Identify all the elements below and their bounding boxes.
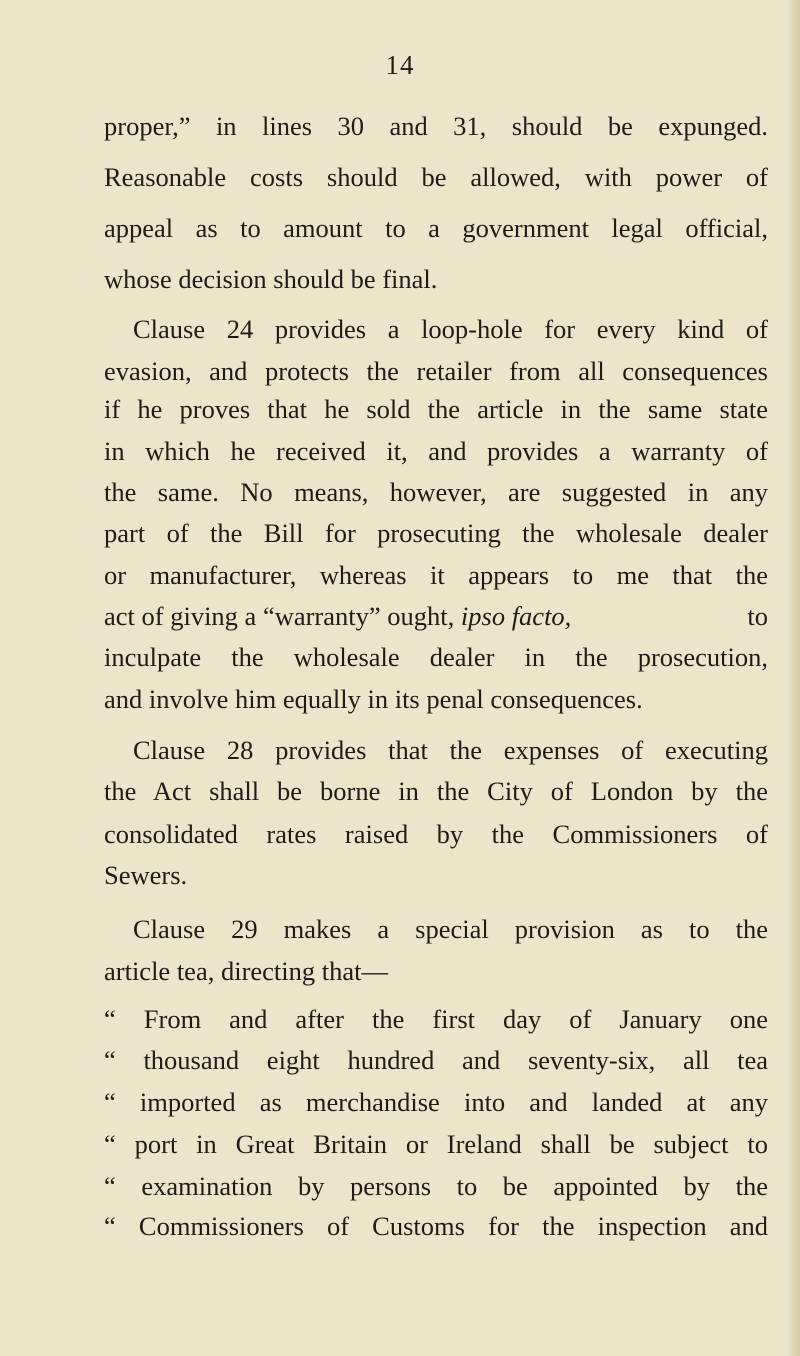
text-line: Clause 24 provides a loop-hole for every kind of — [133, 314, 768, 344]
quote-line: “ examination by persons to be appointed by the — [104, 1171, 768, 1201]
text-run: to — [747, 601, 768, 631]
page-edge-shadow — [786, 0, 800, 1356]
text-line: Clause 28 provides that the expenses of executing — [133, 735, 768, 765]
text-line: inculpate the wholesale dealer in the prosecution, — [104, 642, 768, 672]
quote-line: “ thousand eight hundred and seventy-six, all tea — [104, 1045, 768, 1075]
text-line: the same. No means, however, are suggested in any — [104, 477, 768, 507]
quote-line: “ port in Great Britain or Ireland shall be subject to — [104, 1129, 768, 1159]
text-line: Sewers. — [104, 860, 188, 890]
text-line: whose decision should be final. — [104, 264, 438, 294]
page-number: 14 — [385, 50, 415, 80]
text-line: in which he received it, and provides a warranty of — [104, 436, 768, 466]
text-line: the Act shall be borne in the City of London by the — [104, 776, 768, 806]
text-line: or manufacturer, whereas it appears to me that the — [104, 560, 768, 590]
text-line: consolidated rates raised by the Commissioners of — [104, 819, 768, 849]
text-line: appeal as to amount to a government legal official, — [104, 213, 768, 243]
text-line: if he proves that he sold the article in the same state — [104, 394, 768, 424]
text-line: Reasonable costs should be allowed, with power of — [104, 162, 768, 192]
italic-phrase: ipso facto, — [460, 601, 572, 631]
text-line: Clause 29 makes a special provision as to the — [133, 914, 768, 944]
text-line: and involve him equally in its penal consequences. — [104, 684, 643, 714]
quote-line: “ imported as merchandise into and landed at any — [104, 1087, 768, 1117]
quote-line: “ Commissioners of Customs for the inspection and — [104, 1211, 768, 1241]
quote-line: “ From and after the first day of January one — [104, 1004, 768, 1034]
text-line: part of the Bill for prosecuting the wholesale dealer — [104, 518, 768, 548]
text-line: article tea, directing that— — [104, 956, 389, 986]
text-line: evasion, and protects the retailer from all consequences — [104, 356, 768, 386]
text-run: act of giving a “warranty” ought, — [104, 601, 455, 631]
text-line-mixed — [104, 603, 768, 630]
text-line: proper,” in lines 30 and 31, should be expunged. — [104, 111, 768, 141]
